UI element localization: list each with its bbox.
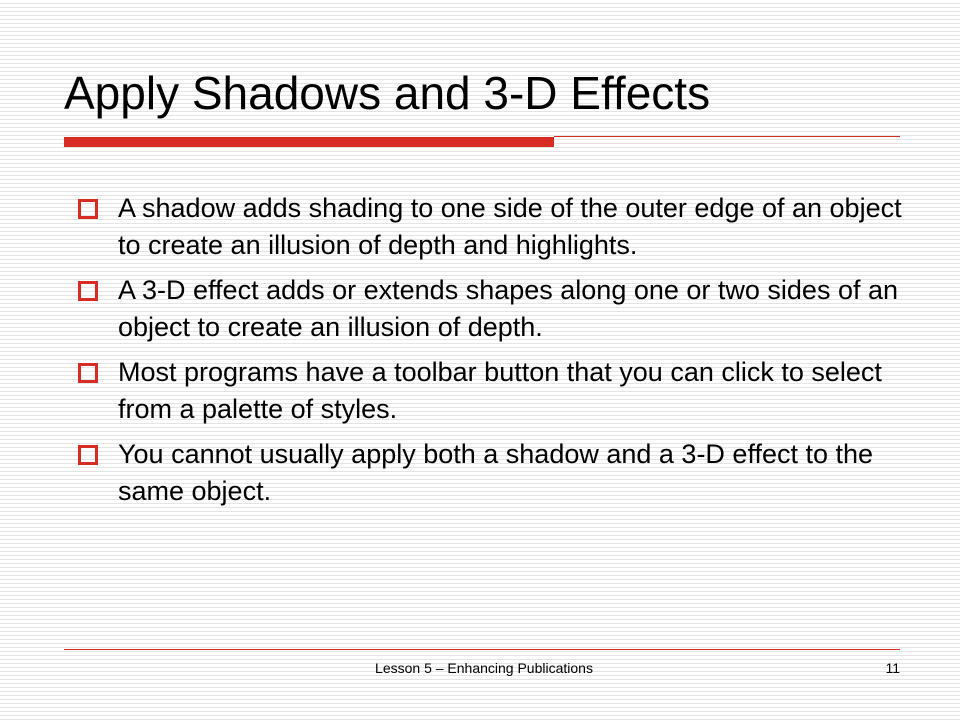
bullet-item: [74, 272, 904, 346]
bullet-list: [74, 190, 904, 518]
hollow-square-bullet-icon: [78, 363, 98, 383]
footer-divider: [64, 649, 900, 650]
page-number: 11: [885, 660, 900, 676]
bullet-item: [74, 354, 904, 428]
bullet-text: Most programs have a toolbar button that you can click to select from a palette of styles.: [118, 357, 882, 424]
title-underline-thin: [554, 136, 900, 137]
slide-title: Apply Shadows and 3-D Effects: [64, 67, 711, 119]
title-underline-thick: [64, 137, 554, 147]
footer-text: Lesson 5 – Enhancing Publications: [375, 660, 593, 676]
bullet-item: [74, 436, 904, 510]
bullet-item: [74, 190, 904, 264]
bullet-text: A 3-D effect adds or extends shapes along one or two sides of an object to create an illusion of depth.: [118, 275, 898, 342]
hollow-square-bullet-icon: [78, 445, 98, 465]
bullet-text: A shadow adds shading to one side of the outer edge of an object to create an illusion of depth and highlights.: [118, 193, 902, 260]
hollow-square-bullet-icon: [78, 199, 98, 219]
hollow-square-bullet-icon: [78, 281, 98, 301]
bullet-text: You cannot usually apply both a shadow and a 3-D effect to the same object.: [118, 439, 874, 506]
